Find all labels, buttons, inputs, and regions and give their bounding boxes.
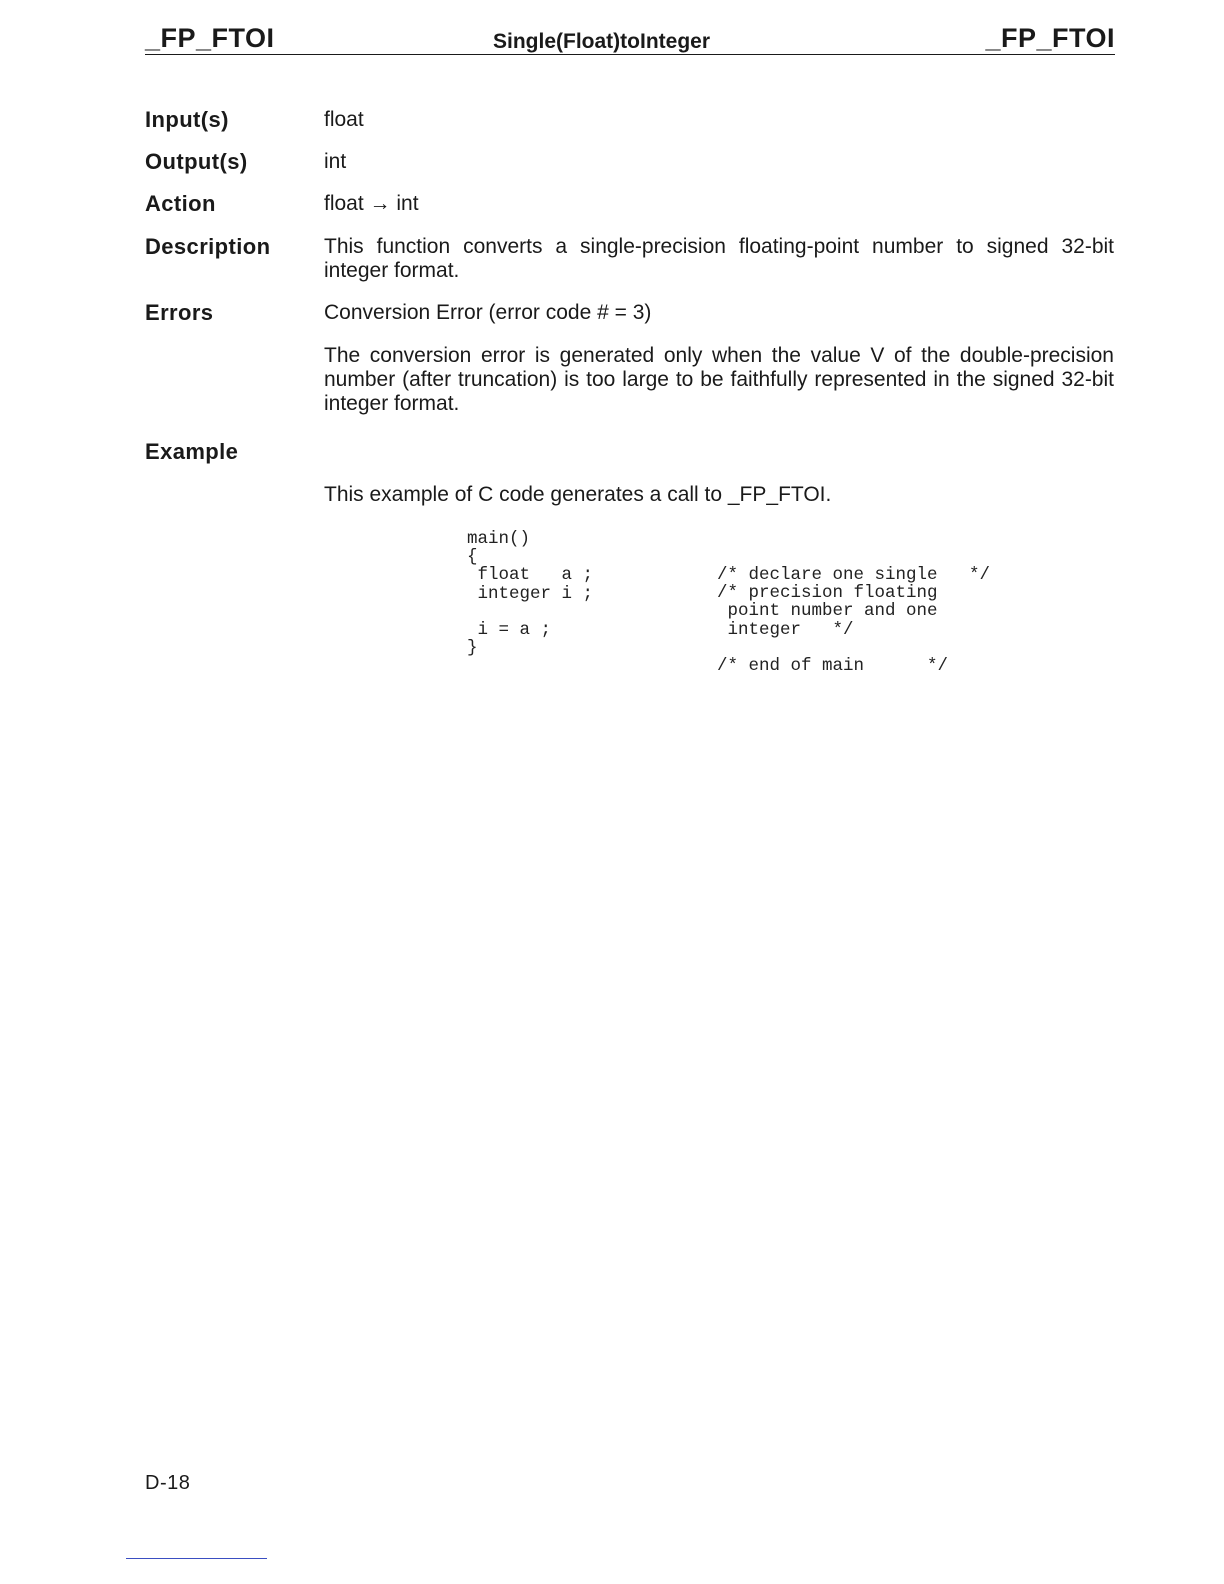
- example-intro: This example of C code generates a call to _FP_FTOI.: [324, 483, 832, 506]
- header-function-name-right: _FP_FTOI: [985, 23, 1115, 53]
- example-label: Example: [145, 439, 239, 464]
- inputs-value: float: [324, 108, 364, 131]
- header-title: Single(Float)toInteger: [493, 30, 710, 53]
- inputs-label: Input(s): [145, 107, 229, 132]
- header-function-name-left: _FP_FTOI: [145, 23, 275, 53]
- code-block: main() { float a ; integer i ; i = a ; }: [467, 529, 594, 659]
- outputs-value: int: [324, 150, 347, 173]
- errors-label: Errors: [145, 300, 214, 325]
- action-label: Action: [145, 191, 216, 216]
- errors-detail: The conversion error is generated only when the value V of the double-precision number (after truncation) is too large to be faithfully represented in the signed 32-bit integer format.: [324, 344, 1114, 415]
- action-value: float → int: [324, 192, 419, 215]
- errors-value: Conversion Error (error code # = 3): [324, 301, 652, 324]
- description-text: This function converts a single-precision floating-point number to signed 32-bit integer format.: [324, 235, 1114, 282]
- page-header: [145, 22, 1115, 55]
- outputs-label: Output(s): [145, 149, 248, 174]
- description-label: Description: [145, 234, 271, 259]
- scan-edge-line: [126, 1558, 267, 1559]
- code-comments: /* declare one single */ /* precision floating point number and one integer */ /* end of main */: [717, 565, 991, 677]
- page-number: D-18: [145, 1472, 191, 1494]
